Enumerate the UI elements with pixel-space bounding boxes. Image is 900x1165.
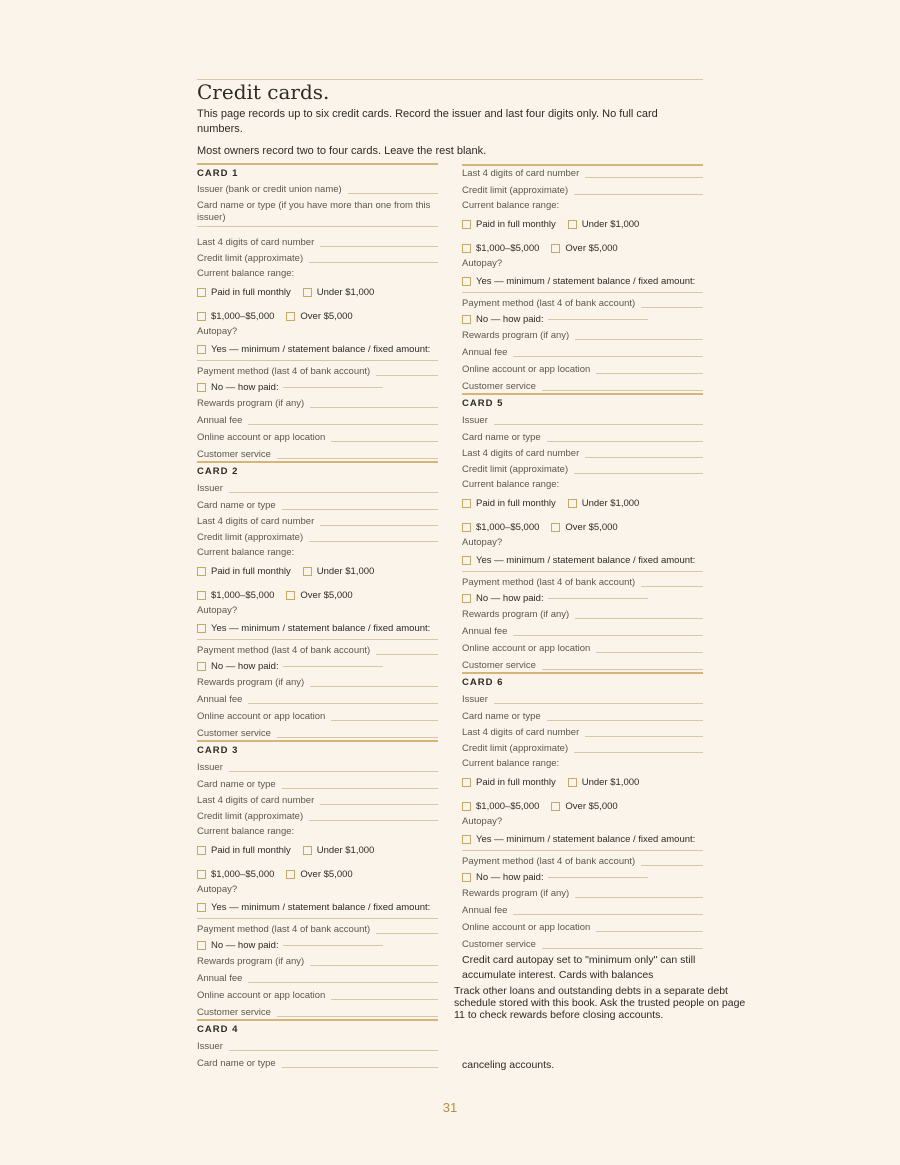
paid-full-option[interactable] [197, 286, 303, 298]
payment-method-label: Payment method (last 4 of bank account) [462, 856, 636, 867]
under-1000-option[interactable] [303, 565, 387, 577]
online-account-field[interactable] [462, 638, 703, 655]
under-1000-label: Under $1,000 [316, 286, 375, 298]
checkbox-icon [197, 662, 206, 671]
autopay-yes-label: Yes — minimum / statement balance / fixed amount: [211, 623, 431, 634]
issuer-field[interactable] [197, 1036, 438, 1053]
checkbox-icon [303, 288, 312, 297]
credit-limit-field[interactable] [197, 807, 438, 823]
balance-options-row [462, 218, 703, 230]
autopay-no-label: No — how paid: [476, 593, 544, 604]
card-name-field[interactable] [462, 427, 703, 444]
card-1-title: CARD 1 [197, 168, 239, 179]
checkbox-icon [286, 312, 295, 321]
over-5000-option[interactable] [551, 800, 629, 812]
online-account-label: Online account or app location [197, 432, 326, 443]
rewards-label: Rewards program (if any) [462, 888, 570, 899]
balance-range-label: Current balance range: [197, 826, 295, 837]
customer-service-label: Customer service [197, 1007, 271, 1018]
annual-fee-label: Annual fee [197, 973, 243, 984]
autopay-label: Autopay? [462, 816, 503, 827]
credit-limit-field[interactable] [197, 528, 438, 544]
checkbox-icon [568, 499, 577, 508]
autopay-warning-note: Credit card autopay set to "minimum only" can still accumulate interest. Cards with balances [462, 954, 696, 981]
annual-fee-label: Annual fee [462, 626, 508, 637]
online-account-label: Online account or app location [462, 643, 591, 654]
paid-full-label: Paid in full monthly [211, 844, 291, 856]
last4-field[interactable] [462, 168, 703, 180]
autopay-label: Autopay? [197, 326, 238, 337]
credit-limit-label: Credit limit (approximate) [197, 811, 304, 822]
last4-field[interactable] [462, 444, 703, 460]
annual-fee-field[interactable] [462, 621, 703, 638]
autopay-label: Autopay? [197, 884, 238, 895]
checkbox-icon [462, 778, 471, 787]
range-1000-5000-label: $1,000–$5,000 [211, 868, 275, 880]
under-1000-option[interactable] [303, 844, 387, 856]
page-title: Credit cards. [197, 80, 330, 104]
last4-label: Last 4 digits of card number [197, 795, 315, 806]
issuer-label: Issuer (bank or credit union name) [197, 184, 342, 195]
annual-fee-field[interactable] [462, 900, 703, 917]
rewards-field[interactable] [197, 393, 438, 410]
checkbox-icon [197, 567, 206, 576]
rewards-label: Rewards program (if any) [197, 398, 305, 409]
rewards-field[interactable] [462, 883, 703, 900]
balance-options-row [462, 800, 703, 812]
autopay-yes-option[interactable] [462, 834, 703, 851]
balance-options-row [462, 242, 703, 254]
credit-limit-label: Credit limit (approximate) [197, 253, 304, 264]
balance-options-row [197, 844, 438, 856]
issuer-label: Issuer [197, 762, 223, 773]
range-1000-5000-option[interactable] [462, 242, 551, 254]
paid-full-option[interactable] [462, 218, 568, 230]
checkbox-icon [462, 220, 471, 229]
payment-method-label: Payment method (last 4 of bank account) [197, 924, 371, 935]
card-2-title: CARD 2 [197, 466, 239, 477]
payment-method-field[interactable] [462, 856, 703, 868]
card-6-section [462, 672, 703, 951]
issuer-label: Issuer [462, 415, 488, 426]
under-1000-label: Under $1,000 [581, 776, 640, 788]
autopay-no-label: No — how paid: [211, 382, 279, 393]
checkbox-icon [286, 591, 295, 600]
autopay-yes-option[interactable] [462, 276, 703, 293]
balance-options-row [197, 286, 438, 298]
autopay-yes-option[interactable] [197, 623, 438, 640]
credit-limit-label: Credit limit (approximate) [462, 185, 569, 196]
checkbox-icon [462, 523, 471, 532]
card-4-title: CARD 4 [197, 1024, 239, 1035]
credit-limit-label: Credit limit (approximate) [197, 532, 304, 543]
range-1000-5000-label: $1,000–$5,000 [211, 589, 275, 601]
annual-fee-field[interactable] [197, 410, 438, 427]
checkbox-icon [197, 903, 206, 912]
checkbox-icon [551, 523, 560, 532]
online-account-label: Online account or app location [197, 990, 326, 1001]
under-1000-label: Under $1,000 [316, 565, 375, 577]
customer-service-label: Customer service [462, 939, 536, 950]
range-1000-5000-option[interactable] [197, 868, 286, 880]
online-account-label: Online account or app location [462, 364, 591, 375]
payment-method-field[interactable] [462, 577, 703, 589]
paid-full-option[interactable] [462, 776, 568, 788]
autopay-no-label: No — how paid: [211, 940, 279, 951]
checkbox-icon [197, 846, 206, 855]
range-1000-5000-label: $1,000–$5,000 [476, 521, 540, 533]
customer-service-label: Customer service [197, 449, 271, 460]
autopay-label: Autopay? [462, 258, 503, 269]
card-6-title: CARD 6 [462, 677, 504, 688]
autopay-no-label: No — how paid: [211, 661, 279, 672]
issuer-field[interactable] [462, 689, 703, 706]
issuer-field[interactable] [197, 180, 438, 196]
customer-service-field[interactable] [462, 655, 703, 672]
checkbox-icon [551, 244, 560, 253]
checkbox-icon [197, 288, 206, 297]
checkbox-icon [197, 624, 206, 633]
credit-limit-label: Credit limit (approximate) [462, 464, 569, 475]
rewards-field[interactable] [462, 325, 703, 342]
paid-full-option[interactable] [197, 565, 303, 577]
autopay-no-option[interactable] [462, 593, 703, 604]
rewards-label: Rewards program (if any) [462, 330, 570, 341]
online-account-label: Online account or app location [462, 922, 591, 933]
card-name-field[interactable] [197, 495, 438, 512]
balance-range-label: Current balance range: [197, 547, 295, 558]
issuer-label: Issuer [462, 694, 488, 705]
checkbox-icon [197, 591, 206, 600]
card-name-label: Card name or type [197, 1058, 276, 1069]
customer-service-field[interactable] [462, 934, 703, 951]
right-column [462, 164, 703, 951]
annual-fee-field[interactable] [197, 689, 438, 706]
rewards-label: Rewards program (if any) [197, 956, 305, 967]
annual-fee-field[interactable] [462, 342, 703, 359]
autopay-label: Autopay? [462, 537, 503, 548]
rewards-field[interactable] [462, 604, 703, 621]
autopay-no-option[interactable] [462, 314, 703, 325]
card-1-section [197, 163, 438, 461]
range-1000-5000-option[interactable] [197, 589, 286, 601]
checkbox-icon [197, 383, 206, 392]
card-5-section [462, 393, 703, 672]
autopay-no-label: No — how paid: [476, 314, 544, 325]
autopay-no-option[interactable] [197, 940, 438, 951]
under-1000-label: Under $1,000 [581, 497, 640, 509]
last4-label: Last 4 digits of card number [462, 727, 580, 738]
checkbox-icon [462, 556, 471, 565]
issuer-field[interactable] [462, 410, 703, 427]
annual-fee-label: Annual fee [197, 415, 243, 426]
annual-fee-field[interactable] [197, 968, 438, 985]
balance-options-row [197, 868, 438, 880]
rewards-field[interactable] [197, 672, 438, 689]
paid-full-option[interactable] [197, 844, 303, 856]
balance-options-row [462, 497, 703, 509]
autopay-yes-option[interactable] [197, 902, 438, 919]
over-5000-label: Over $5,000 [565, 800, 618, 812]
card-name-label: Card name or type [197, 500, 276, 511]
payment-method-field[interactable] [197, 645, 438, 657]
last4-field[interactable] [462, 723, 703, 739]
autopay-yes-label: Yes — minimum / statement balance / fixed amount: [476, 834, 696, 845]
credit-limit-field[interactable] [197, 249, 438, 265]
card-3-title: CARD 3 [197, 745, 239, 756]
autopay-yes-label: Yes — minimum / statement balance / fixed amount: [211, 344, 431, 355]
issuer-label: Issuer [197, 1041, 223, 1052]
under-1000-option[interactable] [568, 497, 652, 509]
page-number: 31 [442, 1100, 458, 1115]
customer-service-field[interactable] [197, 1002, 438, 1019]
balance-options-row [462, 776, 703, 788]
last4-field[interactable] [197, 791, 438, 807]
left-column [197, 163, 438, 1070]
card-2-section [197, 461, 438, 740]
payment-method-label: Payment method (last 4 of bank account) [462, 577, 636, 588]
paid-full-label: Paid in full monthly [476, 776, 556, 788]
canceling-note: canceling accounts. [462, 1059, 555, 1071]
credit-limit-field[interactable] [462, 460, 703, 476]
checkbox-icon [197, 870, 206, 879]
card-name-label: Card name or type [462, 711, 541, 722]
over-5000-label: Over $5,000 [565, 521, 618, 533]
checkbox-icon [197, 345, 206, 354]
balance-options-row [197, 310, 438, 322]
range-1000-5000-label: $1,000–$5,000 [211, 310, 275, 322]
autopay-yes-label: Yes — minimum / statement balance / fixed amount: [211, 902, 431, 913]
checkbox-icon [303, 567, 312, 576]
online-account-field[interactable] [462, 917, 703, 934]
paid-full-label: Paid in full monthly [476, 218, 556, 230]
payment-method-field[interactable] [197, 366, 438, 378]
checkbox-icon [462, 244, 471, 253]
paid-full-label: Paid in full monthly [476, 497, 556, 509]
over-5000-label: Over $5,000 [300, 868, 353, 880]
customer-service-label: Customer service [197, 728, 271, 739]
last4-label: Last 4 digits of card number [197, 237, 315, 248]
customer-service-label: Customer service [462, 381, 536, 392]
online-account-field[interactable] [197, 427, 438, 444]
over-5000-option[interactable] [551, 521, 629, 533]
payment-method-field[interactable] [197, 924, 438, 936]
card-name-label: Card name or type (if you have more than one from this issuer) [197, 200, 431, 223]
under-1000-label: Under $1,000 [316, 844, 375, 856]
over-5000-option[interactable] [551, 242, 629, 254]
over-5000-option[interactable] [286, 868, 364, 880]
balance-options-row [462, 521, 703, 533]
autopay-yes-option[interactable] [462, 555, 703, 572]
paid-full-option[interactable] [462, 497, 568, 509]
checkbox-icon [462, 315, 471, 324]
last4-label: Last 4 digits of card number [462, 168, 580, 179]
over-5000-label: Over $5,000 [300, 310, 353, 322]
annual-fee-label: Annual fee [462, 347, 508, 358]
over-5000-option[interactable] [286, 589, 364, 601]
issuer-field[interactable] [197, 478, 438, 495]
balance-range-label: Current balance range: [462, 479, 560, 490]
checkbox-icon [462, 277, 471, 286]
autopay-yes-option[interactable] [197, 344, 438, 361]
issuer-field[interactable] [197, 757, 438, 774]
online-account-field[interactable] [197, 706, 438, 723]
checkbox-icon [462, 594, 471, 603]
payment-method-field[interactable] [462, 298, 703, 310]
checkbox-icon [462, 873, 471, 882]
autopay-yes-label: Yes — minimum / statement balance / fixed amount: [476, 555, 696, 566]
online-account-field[interactable] [197, 985, 438, 1002]
card-name-field[interactable] [462, 706, 703, 723]
last4-field[interactable] [197, 512, 438, 528]
range-1000-5000-option[interactable] [197, 310, 286, 322]
issuer-label: Issuer [197, 483, 223, 494]
range-1000-5000-label: $1,000–$5,000 [476, 800, 540, 812]
rewards-label: Rewards program (if any) [197, 677, 305, 688]
intro-paragraph: This page records up to six credit cards. Record the issuer and last four digits only. No full card numbers. [197, 108, 658, 135]
last4-label: Last 4 digits of card number [462, 448, 580, 459]
customer-service-label: Customer service [462, 660, 536, 671]
checkbox-icon [462, 499, 471, 508]
credit-limit-label: Credit limit (approximate) [462, 743, 569, 754]
online-account-field[interactable] [462, 359, 703, 376]
autopay-no-option[interactable] [197, 382, 438, 393]
balance-options-row [197, 589, 438, 601]
autopay-yes-label: Yes — minimum / statement balance / fixed amount: [476, 276, 696, 287]
checkbox-icon [462, 802, 471, 811]
payment-method-label: Payment method (last 4 of bank account) [197, 366, 371, 377]
range-1000-5000-option[interactable] [462, 800, 551, 812]
card-name-field[interactable] [197, 1053, 438, 1070]
over-5000-option[interactable] [286, 310, 364, 322]
payment-method-label: Payment method (last 4 of bank account) [462, 298, 636, 309]
checkbox-icon [568, 778, 577, 787]
card-5-title: CARD 5 [462, 398, 504, 409]
other-debts-note: Track other loans and outstanding debts in a separate debt schedule stored with this book. Ask the trusted people on page 11 to check rewards before closing accounts. [454, 985, 746, 1021]
card-4-continued [462, 164, 703, 393]
checkbox-icon [197, 312, 206, 321]
autopay-no-option[interactable] [197, 661, 438, 672]
online-account-label: Online account or app location [197, 711, 326, 722]
autopay-no-option[interactable] [462, 872, 703, 883]
balance-options-row [197, 565, 438, 577]
under-1000-label: Under $1,000 [581, 218, 640, 230]
autopay-label: Autopay? [197, 605, 238, 616]
checkbox-icon [551, 802, 560, 811]
over-5000-label: Over $5,000 [565, 242, 618, 254]
balance-range-label: Current balance range: [197, 268, 295, 279]
card-name-label: Card name or type [197, 779, 276, 790]
checkbox-icon [303, 846, 312, 855]
checkbox-icon [197, 941, 206, 950]
over-5000-label: Over $5,000 [300, 589, 353, 601]
intro-note: Most owners record two to four cards. Leave the rest blank. [197, 145, 487, 157]
credit-limit-field[interactable] [462, 739, 703, 755]
balance-range-label: Current balance range: [462, 200, 560, 211]
under-1000-option[interactable] [568, 776, 652, 788]
payment-method-label: Payment method (last 4 of bank account) [197, 645, 371, 656]
rewards-field[interactable] [197, 951, 438, 968]
credit-limit-field[interactable] [462, 180, 703, 197]
under-1000-option[interactable] [303, 286, 387, 298]
range-1000-5000-label: $1,000–$5,000 [476, 242, 540, 254]
card-name-field[interactable] [197, 200, 438, 227]
customer-service-field[interactable] [197, 444, 438, 461]
range-1000-5000-option[interactable] [462, 521, 551, 533]
checkbox-icon [462, 835, 471, 844]
last4-label: Last 4 digits of card number [197, 516, 315, 527]
paid-full-label: Paid in full monthly [211, 565, 291, 577]
under-1000-option[interactable] [568, 218, 652, 230]
checkbox-icon [568, 220, 577, 229]
last4-field[interactable] [197, 237, 438, 249]
annual-fee-label: Annual fee [197, 694, 243, 705]
customer-service-field[interactable] [197, 723, 438, 740]
card-name-field[interactable] [197, 774, 438, 791]
card-3-section [197, 740, 438, 1019]
paid-full-label: Paid in full monthly [211, 286, 291, 298]
rewards-label: Rewards program (if any) [462, 609, 570, 620]
card-4-section [197, 1019, 438, 1070]
balance-range-label: Current balance range: [462, 758, 560, 769]
autopay-no-label: No — how paid: [476, 872, 544, 883]
card-name-label: Card name or type [462, 432, 541, 443]
annual-fee-label: Annual fee [462, 905, 508, 916]
customer-service-field[interactable] [462, 376, 703, 393]
checkbox-icon [286, 870, 295, 879]
